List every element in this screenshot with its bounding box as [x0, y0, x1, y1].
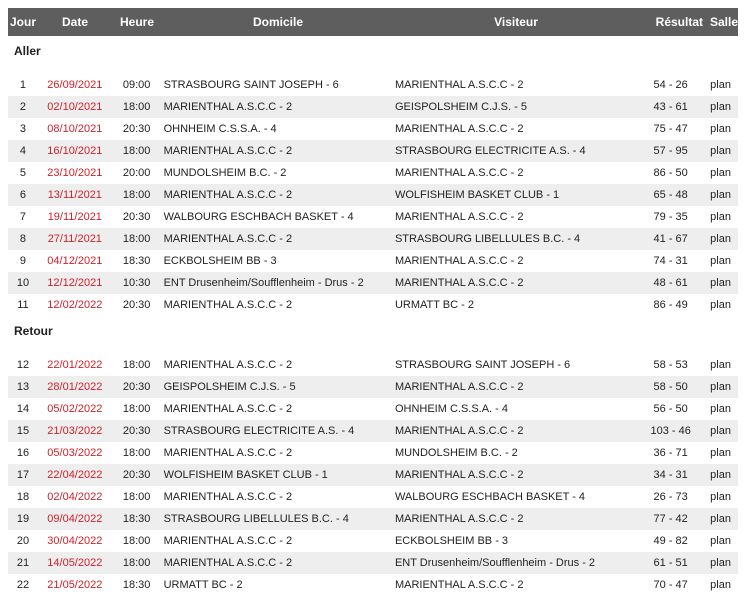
- cell-heure: 20:30: [122, 211, 151, 223]
- cell-heure: 20:30: [122, 299, 151, 311]
- cell-domicile: URMATT BC - 2: [163, 579, 243, 591]
- cell-visiteur: STRASBOURG LIBELLULES B.C. - 4: [394, 233, 581, 245]
- cell-jour: 22: [16, 579, 30, 591]
- cell-jour: 12: [16, 359, 30, 371]
- cell-domicile: STRASBOURG LIBELLULES B.C. - 4: [163, 513, 349, 525]
- section-title: Retour: [14, 324, 53, 338]
- cell-date-link[interactable]: 16/10/2021: [47, 145, 103, 157]
- table-row: [8, 376, 738, 398]
- cell-salle-link[interactable]: plan: [710, 145, 731, 157]
- cell-salle-link[interactable]: plan: [710, 491, 731, 503]
- cell-heure: 20:00: [122, 167, 151, 179]
- cell-date-link[interactable]: 12/02/2022: [47, 299, 103, 311]
- cell-date-link[interactable]: 21/05/2022: [47, 579, 103, 591]
- cell-heure: 18:00: [122, 403, 151, 415]
- table-row: [8, 294, 738, 316]
- cell-jour: 1: [19, 79, 27, 91]
- cell-jour: 15: [16, 425, 30, 437]
- cell-resultat: 65 - 48: [653, 189, 688, 201]
- cell-resultat: 57 - 95: [653, 145, 688, 157]
- cell-date-link[interactable]: 21/03/2022: [47, 425, 103, 437]
- cell-salle-link[interactable]: plan: [710, 381, 731, 393]
- cell-domicile: MARIENTHAL A.S.C.C - 2: [163, 557, 293, 569]
- cell-domicile: GEISPOLSHEIM C.J.S. - 5: [163, 381, 296, 393]
- cell-salle-link[interactable]: plan: [710, 535, 731, 547]
- cell-heure: 20:30: [122, 469, 151, 481]
- table-row: [8, 140, 738, 162]
- cell-heure: 18:00: [122, 359, 151, 371]
- cell-resultat: 77 - 42: [653, 513, 688, 525]
- cell-date-link[interactable]: 04/12/2021: [47, 255, 103, 267]
- header-heure: Heure: [119, 15, 154, 29]
- cell-heure: 18:00: [122, 189, 151, 201]
- cell-jour: 7: [19, 211, 27, 223]
- cell-visiteur: MARIENTHAL A.S.C.C - 2: [394, 123, 524, 135]
- cell-visiteur: MARIENTHAL A.S.C.C - 2: [394, 425, 524, 437]
- cell-resultat: 43 - 61: [653, 101, 688, 113]
- cell-domicile: MARIENTHAL A.S.C.C - 2: [163, 535, 293, 547]
- cell-visiteur: WOLFISHEIM BASKET CLUB - 1: [394, 189, 560, 201]
- cell-jour: 6: [19, 189, 27, 201]
- cell-visiteur: MUNDOLSHEIM B.C. - 2: [394, 447, 518, 459]
- cell-salle-link[interactable]: plan: [710, 101, 731, 113]
- cell-date-link[interactable]: 22/04/2022: [47, 469, 103, 481]
- cell-domicile: STRASBOURG SAINT JOSEPH - 6: [163, 79, 339, 91]
- cell-date-link[interactable]: 02/10/2021: [47, 101, 103, 113]
- cell-visiteur: MARIENTHAL A.S.C.C - 2: [394, 255, 524, 267]
- cell-heure: 18:00: [122, 557, 151, 569]
- cell-heure: 18:00: [122, 535, 151, 547]
- cell-resultat: 56 - 50: [653, 403, 688, 415]
- cell-visiteur: MARIENTHAL A.S.C.C - 2: [394, 79, 524, 91]
- cell-date-link[interactable]: 26/09/2021: [47, 79, 103, 91]
- cell-visiteur: MARIENTHAL A.S.C.C - 2: [394, 579, 524, 591]
- cell-heure: 10:30: [122, 277, 151, 289]
- cell-resultat: 103 - 46: [650, 425, 691, 437]
- cell-resultat: 86 - 49: [653, 299, 688, 311]
- cell-visiteur: MARIENTHAL A.S.C.C - 2: [394, 469, 524, 481]
- cell-heure: 18:00: [122, 233, 151, 245]
- cell-visiteur: WALBOURG ESCHBACH BASKET - 4: [394, 491, 586, 503]
- cell-visiteur: OHNHEIM C.S.S.A. - 4: [394, 403, 509, 415]
- cell-salle-link[interactable]: plan: [710, 513, 731, 525]
- cell-domicile: MARIENTHAL A.S.C.C - 2: [163, 359, 293, 371]
- cell-jour: 20: [16, 535, 30, 547]
- table-row: [8, 272, 738, 294]
- cell-resultat: 61 - 51: [653, 557, 688, 569]
- cell-jour: 2: [19, 101, 27, 113]
- cell-domicile: MARIENTHAL A.S.C.C - 2: [163, 233, 293, 245]
- table-row: [8, 530, 738, 552]
- cell-resultat: 75 - 47: [653, 123, 688, 135]
- cell-domicile: WOLFISHEIM BASKET CLUB - 1: [163, 469, 328, 481]
- table-row: [8, 96, 738, 118]
- section-spacer: [8, 342, 738, 354]
- cell-domicile: OHNHEIM C.S.S.A. - 4: [163, 123, 277, 135]
- cell-resultat: 58 - 50: [653, 381, 688, 393]
- cell-jour: 16: [16, 447, 30, 459]
- cell-visiteur: ENT Drusenheim/Soufflenheim - Drus - 2: [394, 557, 596, 569]
- cell-resultat: 54 - 26: [653, 79, 688, 91]
- cell-visiteur: STRASBOURG ELECTRICITE A.S. - 4: [394, 145, 586, 157]
- cell-resultat: 36 - 71: [653, 447, 688, 459]
- cell-salle-link[interactable]: plan: [710, 211, 731, 223]
- table-row: [8, 442, 738, 464]
- cell-salle-link[interactable]: plan: [710, 425, 731, 437]
- cell-domicile: MARIENTHAL A.S.C.C - 2: [163, 447, 293, 459]
- schedule-table: [8, 8, 738, 596]
- cell-resultat: 86 - 50: [653, 167, 688, 179]
- cell-jour: 5: [19, 167, 27, 179]
- cell-heure: 18:00: [122, 145, 151, 157]
- cell-heure: 18:00: [122, 491, 151, 503]
- header-date: Date: [61, 15, 88, 29]
- cell-jour: 10: [16, 277, 30, 289]
- table-row: [8, 184, 738, 206]
- cell-jour: 21: [16, 557, 30, 569]
- cell-jour: 9: [19, 255, 27, 267]
- table-row: [8, 354, 738, 376]
- header-salle: Salle: [709, 15, 738, 29]
- cell-visiteur: STRASBOURG SAINT JOSEPH - 6: [394, 359, 571, 371]
- cell-resultat: 70 - 47: [653, 579, 688, 591]
- cell-heure: 20:30: [122, 123, 151, 135]
- cell-visiteur: MARIENTHAL A.S.C.C - 2: [394, 513, 524, 525]
- cell-jour: 8: [19, 233, 27, 245]
- cell-date-link[interactable]: 08/10/2021: [47, 123, 103, 135]
- cell-domicile: MARIENTHAL A.S.C.C - 2: [163, 299, 293, 311]
- cell-resultat: 26 - 73: [653, 491, 688, 503]
- header-visiteur: Visiteur: [494, 15, 538, 29]
- table-header: [8, 8, 738, 36]
- cell-salle-link[interactable]: plan: [710, 469, 731, 481]
- cell-domicile: MARIENTHAL A.S.C.C - 2: [163, 403, 293, 415]
- cell-heure: 18:30: [122, 255, 151, 267]
- cell-salle-link[interactable]: plan: [710, 189, 731, 201]
- table-row: [8, 574, 738, 596]
- cell-visiteur: MARIENTHAL A.S.C.C - 2: [394, 167, 524, 179]
- cell-date-link[interactable]: 28/01/2022: [47, 381, 103, 393]
- table-row: [8, 486, 738, 508]
- cell-visiteur: GEISPOLSHEIM C.J.S. - 5: [394, 101, 527, 113]
- cell-domicile: MUNDOLSHEIM B.C. - 2: [163, 167, 287, 179]
- cell-date-link[interactable]: 05/03/2022: [47, 447, 103, 459]
- cell-resultat: 58 - 53: [653, 359, 688, 371]
- table-row: [8, 228, 738, 250]
- cell-resultat: 41 - 67: [653, 233, 688, 245]
- section-title: Aller: [14, 44, 41, 58]
- table-row: [8, 206, 738, 228]
- section-spacer: [8, 62, 738, 74]
- cell-visiteur: MARIENTHAL A.S.C.C - 2: [394, 277, 524, 289]
- cell-salle-link[interactable]: plan: [710, 447, 731, 459]
- cell-domicile: STRASBOURG ELECTRICITE A.S. - 4: [163, 425, 355, 437]
- cell-domicile: MARIENTHAL A.S.C.C - 2: [163, 189, 293, 201]
- cell-salle-link[interactable]: plan: [710, 557, 731, 569]
- cell-salle-link[interactable]: plan: [710, 299, 731, 311]
- cell-salle-link[interactable]: plan: [710, 403, 731, 415]
- cell-resultat: 49 - 82: [653, 535, 688, 547]
- cell-date-link[interactable]: 09/04/2022: [47, 513, 103, 525]
- cell-jour: 11: [17, 299, 29, 311]
- cell-resultat: 48 - 61: [653, 277, 688, 289]
- cell-domicile: ECKBOLSHEIM BB - 3: [163, 255, 277, 267]
- cell-jour: 13: [16, 381, 30, 393]
- table-row: [8, 464, 738, 486]
- cell-domicile: MARIENTHAL A.S.C.C - 2: [163, 101, 293, 113]
- cell-date-link[interactable]: 19/11/2021: [47, 211, 102, 223]
- table-row: [8, 508, 738, 530]
- cell-resultat: 79 - 35: [653, 211, 688, 223]
- cell-date-link[interactable]: 27/11/2021: [47, 233, 102, 245]
- cell-salle-link[interactable]: plan: [710, 277, 731, 289]
- table-row: [8, 398, 738, 420]
- cell-salle-link[interactable]: plan: [710, 123, 731, 135]
- cell-date-link[interactable]: 14/05/2022: [47, 557, 103, 569]
- table-row: [8, 118, 738, 140]
- cell-heure: 18:00: [122, 101, 151, 113]
- table-row: [8, 420, 738, 442]
- cell-date-link[interactable]: 30/04/2022: [47, 535, 103, 547]
- cell-date-link[interactable]: 22/01/2022: [47, 359, 103, 371]
- cell-date-link[interactable]: 02/04/2022: [47, 491, 103, 503]
- table-row: [8, 552, 738, 574]
- cell-heure: 18:30: [122, 513, 151, 525]
- cell-salle-link[interactable]: plan: [710, 255, 731, 267]
- cell-heure: 20:30: [122, 381, 151, 393]
- table-body: [8, 36, 738, 596]
- header-domicile: Domicile: [252, 15, 303, 29]
- cell-domicile: MARIENTHAL A.S.C.C - 2: [163, 145, 293, 157]
- cell-date-link[interactable]: 13/11/2021: [47, 189, 102, 201]
- cell-date-link[interactable]: 12/12/2021: [47, 277, 103, 289]
- cell-salle-link[interactable]: plan: [710, 359, 731, 371]
- cell-salle-link[interactable]: plan: [710, 79, 731, 91]
- cell-heure: 20:30: [122, 425, 151, 437]
- table-row: [8, 74, 738, 96]
- cell-domicile: WALBOURG ESCHBACH BASKET - 4: [163, 211, 354, 223]
- cell-jour: 4: [19, 145, 27, 157]
- table-row: [8, 162, 738, 184]
- cell-visiteur: ECKBOLSHEIM BB - 3: [394, 535, 509, 547]
- cell-visiteur: URMATT BC - 2: [394, 299, 474, 311]
- cell-jour: 3: [19, 123, 27, 135]
- cell-visiteur: MARIENTHAL A.S.C.C - 2: [394, 211, 524, 223]
- cell-salle-link[interactable]: plan: [710, 233, 731, 245]
- cell-resultat: 74 - 31: [653, 255, 688, 267]
- cell-heure: 09:00: [122, 79, 151, 91]
- cell-salle-link[interactable]: plan: [710, 167, 731, 179]
- cell-resultat: 34 - 31: [653, 469, 688, 481]
- cell-jour: 17: [16, 469, 30, 481]
- cell-heure: 18:00: [122, 447, 151, 459]
- cell-jour: 14: [16, 403, 30, 415]
- cell-jour: 19: [16, 513, 30, 525]
- header-resultat: Résultat: [655, 15, 703, 29]
- cell-domicile: ENT Drusenheim/Soufflenheim - Drus - 2: [163, 277, 364, 289]
- header-jour: Jour: [9, 15, 36, 29]
- cell-salle-link[interactable]: plan: [710, 579, 731, 591]
- cell-domicile: MARIENTHAL A.S.C.C - 2: [163, 491, 293, 503]
- cell-heure: 18:30: [122, 579, 151, 591]
- cell-date-link[interactable]: 05/02/2022: [47, 403, 103, 415]
- cell-jour: 18: [16, 491, 30, 503]
- cell-visiteur: MARIENTHAL A.S.C.C - 2: [394, 381, 524, 393]
- table-row: [8, 250, 738, 272]
- cell-date-link[interactable]: 23/10/2021: [47, 167, 103, 179]
